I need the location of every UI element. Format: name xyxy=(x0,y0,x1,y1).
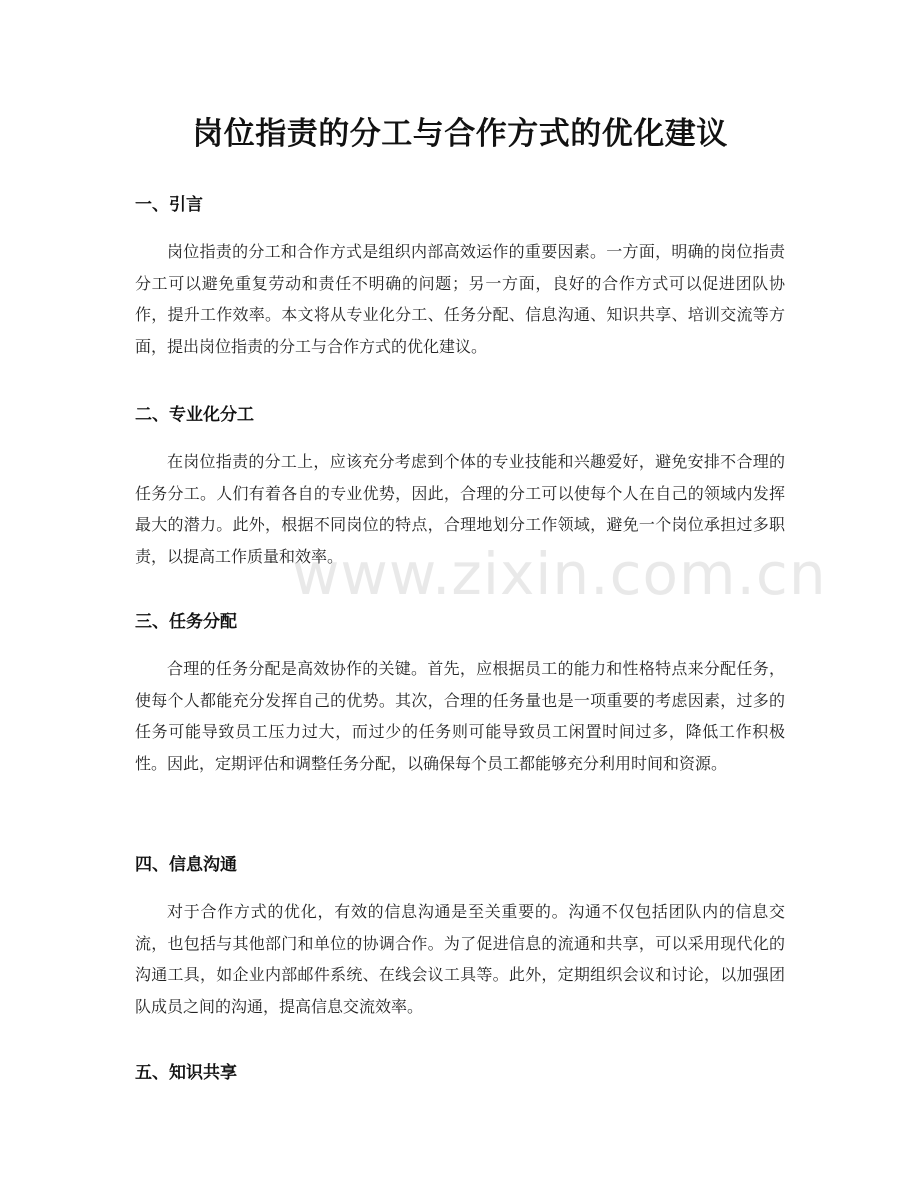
watermark: www.zixin.com.cn xyxy=(292,540,827,608)
section-paragraph-introduction: 岗位指责的分工和合作方式是组织内部高效运作的重要因素。一方面，明确的岗位指责分工可以避免重复劳动和责任不明确的问题；另一方面，良好的合作方式可以促进团队协作，提升工作效率。本文将从专业化分工、任务分配、信息沟通、知识共享、培训交流等方面，提出岗位指责的分工与合作方式的优化建议。 xyxy=(135,242,785,356)
section-heading-communication: 四、信息沟通 xyxy=(135,855,237,875)
section-paragraph-communication: 对于合作方式的优化，有效的信息沟通是至关重要的。沟通不仅包括团队内的信息交流，也包括与其他部门和单位的协调合作。为了促进信息的流通和共享，可以采用现代化的沟通工具，如企业内部邮件系统、在线会议工具等。此外，定期组织会议和讨论，以加强团队成员之间的沟通，提高信息交流效率。 xyxy=(135,902,785,1016)
section-heading-specialization: 二、专业化分工 xyxy=(135,405,254,425)
section-heading-task-allocation: 三、任务分配 xyxy=(135,612,237,632)
section-heading-knowledge-sharing: 五、知识共享 xyxy=(135,1063,237,1083)
section-paragraph-task-allocation: 合理的任务分配是高效协作的关键。首先，应根据员工的能力和性格特点来分配任务，使每个人都能充分发挥自己的优势。其次，合理的任务量也是一项重要的考虑因素，过多的任务可能导致员工压力过大，而过少的任务则可能导致员工闲置时间过多，降低工作积极性。因此，定期评估和调整任务分配，以确保每个员工都能够充分利用时间和资源。 xyxy=(135,659,785,773)
document-title: 岗位指责的分工与合作方式的优化建议 xyxy=(192,116,728,152)
section-paragraph-specialization: 在岗位指责的分工上，应该充分考虑到个体的专业技能和兴趣爱好，避免安排不合理的任务分工。人们有着各自的专业优势，因此，合理的分工可以使每个人在自己的领域内发挥最大的潜力。此外，根据不同岗位的特点，合理地划分工作领域，避免一个岗位承担过多职责，以提高工作质量和效率。 xyxy=(135,452,785,566)
section-heading-introduction: 一、引言 xyxy=(135,195,203,215)
